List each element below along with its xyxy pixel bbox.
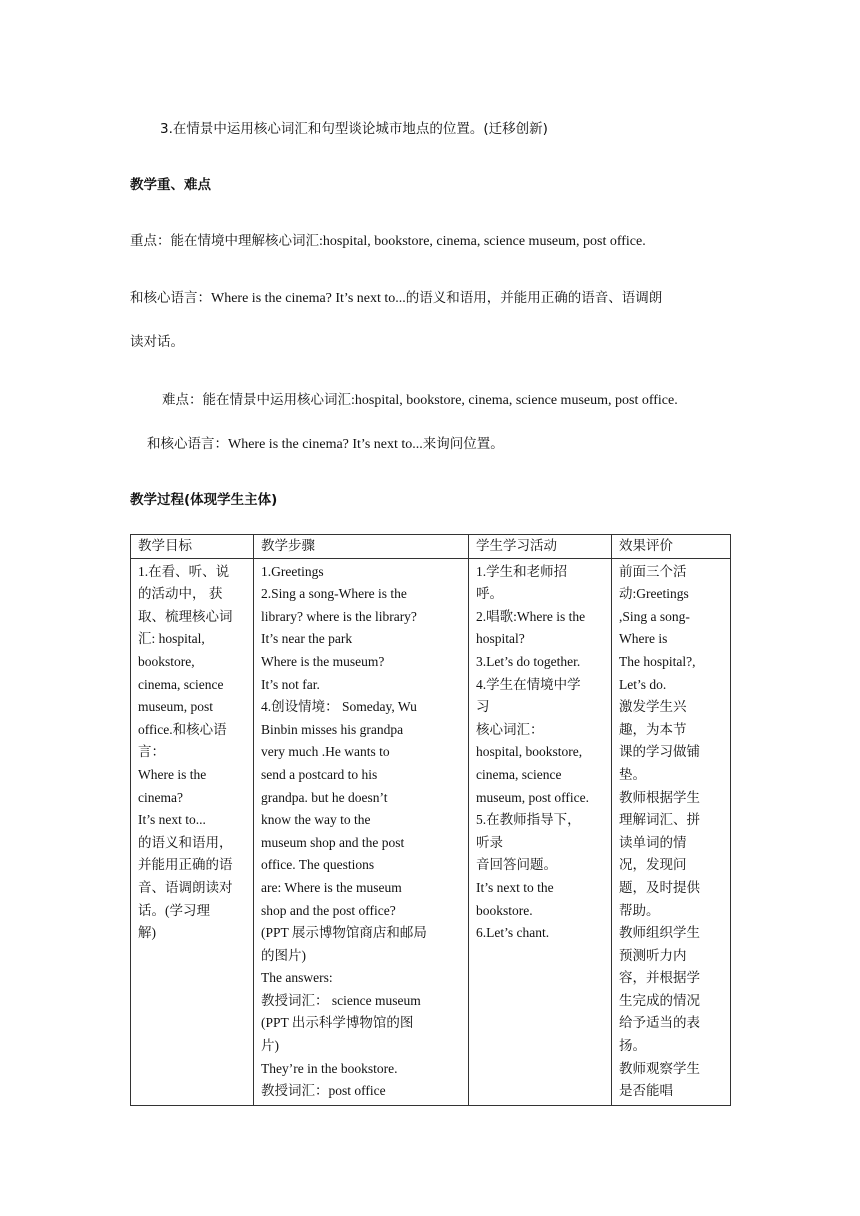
cell-text-line: 前面三个活 <box>619 563 687 579</box>
header-evaluation: 效果评价 <box>612 535 731 559</box>
focus-line-3 <box>130 333 184 351</box>
cell-text-line: 生完成的情况 <box>619 992 700 1008</box>
cell-text-line: It’s near the park <box>261 631 353 647</box>
focus-line-1-en: :hospital, bookstore, cinema, science museum, post office. <box>319 234 646 249</box>
focus-line-1-cn: 重点：能在情境中理解核心词汇 <box>130 233 319 249</box>
cell-text-line: know the way to the <box>261 812 371 828</box>
cell-text-line: 1.在看、听、说 <box>138 563 230 579</box>
difficulty-line-2-en: Where is the cinema? It’s next to... <box>228 437 423 452</box>
cell-text-line: 呼。 <box>476 586 503 602</box>
cell-text-line: 教授词汇：post office <box>261 1083 386 1099</box>
header-teaching-steps: 教学步骤 <box>254 535 469 559</box>
cell-text-line: 2.Sing a song-Where is the <box>261 586 407 602</box>
process-heading-text: 教学过程(体现学生主体) <box>130 492 278 508</box>
table-header-row <box>131 535 731 559</box>
cell-text-line: 给予适当的表 <box>619 1015 700 1031</box>
cell-text-line: It’s next to the <box>476 879 554 895</box>
cell-text-line: 1.Greetings <box>261 563 324 579</box>
focus-line-2 <box>130 289 662 308</box>
cell-text-line: are: Where is the museum <box>261 879 402 895</box>
cell-text-line: cinema? <box>138 789 183 805</box>
difficulty-line-2 <box>147 435 504 454</box>
cell-text-line: 4.学生在情境中学 <box>476 676 581 692</box>
cell-text-line: send a postcard to his <box>261 766 378 782</box>
cell-text-line: grandpa. but he doesn’t <box>261 789 388 805</box>
cell-text-line: 动:Greetings <box>619 586 689 602</box>
cell-text-line: 音、语调朗读对 <box>138 879 233 895</box>
table-row <box>131 558 731 1105</box>
difficulty-line-1-en: :hospital, bookstore, cinema, science museum, post office. <box>351 393 678 408</box>
cell-teaching-steps <box>254 558 469 1105</box>
cell-text-line: 课的学习做铺 <box>619 744 700 760</box>
cell-text-line: bookstore, <box>138 653 195 669</box>
cell-text-line: office.和核心语 <box>138 721 227 737</box>
cell-text-line: 5.在教师指导下， <box>476 812 581 828</box>
focus-line-1 <box>130 232 646 251</box>
cell-text-line: 容，并根据学 <box>619 970 700 986</box>
cell-text-line: Where is the <box>138 766 207 782</box>
focus-line-3-text: 读对话。 <box>130 334 184 350</box>
cell-text-line: museum, post office. <box>476 789 589 805</box>
cell-text-line: hospital, bookstore, <box>476 744 583 760</box>
cell-text-line: 扬。 <box>619 1038 646 1054</box>
cell-text-line: library? where is the library? <box>261 608 417 624</box>
cell-text-line: The hospital?, <box>619 653 696 669</box>
cell-text-line: 解) <box>138 925 156 941</box>
cell-text-line: 教师观察学生 <box>619 1060 700 1076</box>
cell-text-line: (PPT 出示科学博物馆的图 <box>261 1015 414 1031</box>
cell-text-line: 言： <box>138 744 165 760</box>
cell-text-line: bookstore. <box>476 902 533 918</box>
cell-text-line: The answers: <box>261 970 333 986</box>
focus-line-2-en: Where is the cinema? It’s next to... <box>211 291 406 306</box>
cell-text-line: 音回答问题。 <box>476 857 557 873</box>
cell-text-line: 题，及时提供 <box>619 879 700 895</box>
cell-student-activities <box>469 558 612 1105</box>
cell-text-line: shop and the post office? <box>261 902 396 918</box>
process-heading <box>130 491 277 509</box>
cell-text-line: 片) <box>261 1038 279 1054</box>
header-student-activities: 学生学习活动 <box>469 535 612 559</box>
cell-text-line: They’re in the bookstore. <box>261 1060 398 1076</box>
cell-text-line: 并能用正确的语 <box>138 857 233 873</box>
cell-text-line: 况，发现问 <box>619 857 687 873</box>
focus-heading <box>130 176 211 194</box>
cell-text-line: 的语义和语用， <box>138 834 233 850</box>
cell-text-line: ,Sing a song- <box>619 608 690 624</box>
cell-text-line: 激发学生兴 <box>619 699 687 715</box>
cell-text-line: 教师根据学生 <box>619 789 700 805</box>
cell-text-line: cinema, science <box>476 766 562 782</box>
cell-text-line: cinema, science <box>138 676 224 692</box>
cell-text-line: 趣，为本节 <box>619 721 687 737</box>
cell-text-line: 6.Let’s chant. <box>476 925 550 941</box>
objective-3 <box>160 120 548 138</box>
cell-text-line: 垫。 <box>619 766 646 782</box>
cell-text-line: 习 <box>476 699 490 715</box>
cell-text-line: 话。(学习理 <box>138 902 210 918</box>
cell-text-line: museum shop and the post <box>261 834 405 850</box>
cell-text-line: 理解词汇、拼 <box>619 812 700 828</box>
cell-text-line: 4.创设情境： Someday, Wu <box>261 699 417 715</box>
cell-text-line: 是否能唱 <box>619 1083 673 1099</box>
objective-3-text: 3.在情景中运用核心词汇和句型谈论城市地点的位置。(迁移创新) <box>160 121 548 137</box>
cell-text-line: Where is <box>619 631 668 647</box>
cell-text-line: It’s not far. <box>261 676 320 692</box>
difficulty-line-2-cn2: 来询问位置。 <box>422 436 504 452</box>
cell-evaluation <box>612 558 731 1105</box>
cell-text-line: Where is the museum? <box>261 653 385 669</box>
cell-text-line: 的活动中， 获 <box>138 586 223 602</box>
cell-text-line: 教师组织学生 <box>619 925 700 941</box>
cell-text-line: 读单词的情 <box>619 834 687 850</box>
cell-text-line: Let’s do. <box>619 676 667 692</box>
lesson-plan-table <box>130 534 731 1106</box>
cell-text-line: (PPT 展示博物馆商店和邮局 <box>261 925 427 941</box>
cell-text-line: 汇: hospital, <box>138 631 205 647</box>
difficulty-line-2-cn: 和核心语言： <box>147 436 228 452</box>
cell-text-line: 取、梳理核心词 <box>138 608 233 624</box>
cell-text-line: 教授词汇： science museum <box>261 992 421 1008</box>
cell-text-line: It’s next to... <box>138 812 206 828</box>
cell-text-line: 预测听力内 <box>619 947 687 963</box>
cell-text-line: Binbin misses his grandpa <box>261 721 404 737</box>
focus-heading-text: 教学重、难点 <box>130 177 211 193</box>
cell-text-line: very much .He wants to <box>261 744 390 760</box>
focus-line-2-cn2: 的语义和语用，并能用正确的语音、语调朗 <box>405 290 663 306</box>
focus-line-2-cn: 和核心语言： <box>130 290 211 306</box>
cell-text-line: 听录 <box>476 834 503 850</box>
cell-text-line: 帮助。 <box>619 902 660 918</box>
cell-text-line: 3.Let’s do together. <box>476 653 581 669</box>
cell-text-line: hospital? <box>476 631 525 647</box>
cell-text-line: 的图片) <box>261 947 306 963</box>
cell-text-line: museum, post <box>138 699 214 715</box>
cell-text-line: 1.学生和老师招 <box>476 563 568 579</box>
difficulty-line-1 <box>162 391 678 410</box>
difficulty-line-1-cn: 难点：能在情景中运用核心词汇 <box>162 392 351 408</box>
cell-text-line: 2.唱歌:Where is the <box>476 608 586 624</box>
cell-text-line: office. The questions <box>261 857 375 873</box>
cell-text-line: 核心词汇： <box>476 721 544 737</box>
header-teaching-goal: 教学目标 <box>131 535 254 559</box>
cell-teaching-goal <box>131 558 254 1105</box>
